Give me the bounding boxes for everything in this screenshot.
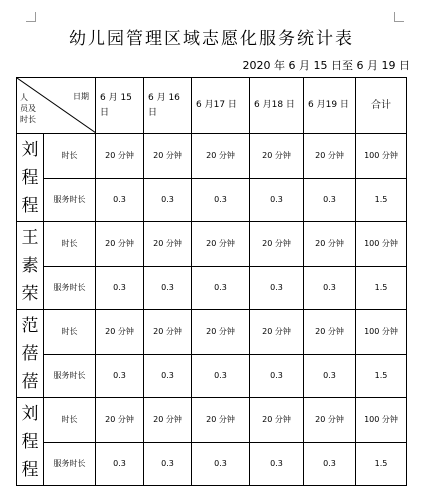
service-label: 服务时长	[44, 443, 96, 486]
service-cell: 0.3	[304, 179, 356, 222]
diag-line-1: 人	[20, 93, 28, 102]
service-cell: 0.3	[192, 443, 250, 486]
person-service-row	[17, 355, 407, 398]
diag-line-2: 员及	[20, 104, 36, 113]
hours-cell: 20 分钟	[192, 310, 250, 355]
service-cell: 0.3	[96, 179, 144, 222]
service-cell: 0.3	[192, 179, 250, 222]
service-cell: 0.3	[250, 355, 304, 398]
person-name-char: 程	[21, 431, 39, 452]
service-total-cell: 1.5	[356, 355, 407, 398]
person-name-char: 素	[21, 255, 39, 276]
hours-cell: 20 分钟	[96, 222, 144, 267]
hours-cell: 20 分钟	[96, 134, 144, 179]
person-name-char: 程	[21, 459, 39, 480]
hours-cell: 20 分钟	[250, 310, 304, 355]
hours-cell: 20 分钟	[144, 222, 192, 267]
header-row	[17, 78, 407, 134]
hours-total-cell: 100 分钟	[356, 398, 407, 443]
service-cell: 0.3	[96, 443, 144, 486]
diagonal-header-personnel	[20, 92, 36, 125]
service-cell: 0.3	[250, 267, 304, 310]
header-date-2: 6 月 16 日	[144, 78, 192, 134]
service-cell: 0.3	[192, 355, 250, 398]
hours-cell: 20 分钟	[192, 398, 250, 443]
diagonal-header-date: 日期	[73, 92, 89, 101]
hours-cell: 20 分钟	[144, 134, 192, 179]
hours-cell: 20 分钟	[304, 222, 356, 267]
hours-cell: 20 分钟	[304, 134, 356, 179]
hours-cell: 20 分钟	[250, 134, 304, 179]
person-service-row	[17, 179, 407, 222]
person-hours-row	[17, 134, 407, 179]
hours-cell: 20 分钟	[250, 398, 304, 443]
person-name	[17, 310, 44, 398]
person-hours-row	[17, 222, 407, 267]
document-title: 幼儿园管理区域志愿化服务统计表	[69, 29, 354, 49]
table-body	[17, 78, 407, 486]
service-total-cell: 1.5	[356, 179, 407, 222]
hours-cell: 20 分钟	[96, 398, 144, 443]
hours-cell: 20 分钟	[192, 134, 250, 179]
hours-cell: 20 分钟	[304, 398, 356, 443]
service-cell: 0.3	[250, 443, 304, 486]
person-service-row	[17, 443, 407, 486]
service-cell: 0.3	[144, 355, 192, 398]
hours-cell: 20 分钟	[250, 222, 304, 267]
diagonal-header-cell	[17, 78, 96, 134]
service-cell: 0.3	[250, 179, 304, 222]
hours-cell: 20 分钟	[96, 310, 144, 355]
header-date-3: 6 月17 日	[192, 78, 250, 134]
person-name-char: 范	[21, 315, 39, 336]
diag-line-3: 时长	[20, 115, 36, 124]
person-name-char: 荣	[21, 283, 39, 304]
header-date-4: 6 月18 日	[250, 78, 304, 134]
hours-cell: 20 分钟	[192, 222, 250, 267]
service-cell: 0.3	[304, 267, 356, 310]
service-cell: 0.3	[304, 443, 356, 486]
person-hours-row	[17, 398, 407, 443]
service-cell: 0.3	[144, 179, 192, 222]
service-cell: 0.3	[304, 355, 356, 398]
header-date-1: 6 月 15 日	[96, 78, 144, 134]
hours-total-cell: 100 分钟	[356, 310, 407, 355]
service-cell: 0.3	[192, 267, 250, 310]
person-name-char: 程	[21, 167, 39, 188]
page-corner-mark-right	[394, 12, 404, 22]
hours-total-cell: 100 分钟	[356, 134, 407, 179]
hours-cell: 20 分钟	[304, 310, 356, 355]
person-hours-row	[17, 310, 407, 355]
person-name-char: 蓓	[21, 371, 39, 392]
service-stats-table	[16, 77, 407, 486]
service-label: 服务时长	[44, 179, 96, 222]
hours-label: 时长	[44, 134, 96, 179]
service-cell: 0.3	[96, 267, 144, 310]
date-range: 2020 年 6 月 15 日至 6 月 19 日	[242, 59, 410, 72]
service-total-cell: 1.5	[356, 267, 407, 310]
service-cell: 0.3	[144, 443, 192, 486]
person-name-char: 王	[21, 227, 39, 248]
service-label: 服务时长	[44, 267, 96, 310]
page-corner-mark-left	[26, 12, 36, 22]
header-date-5: 6 月19 日	[304, 78, 356, 134]
person-name	[17, 134, 44, 222]
person-name	[17, 222, 44, 310]
person-service-row	[17, 267, 407, 310]
hours-cell: 20 分钟	[144, 398, 192, 443]
hours-label: 时长	[44, 398, 96, 443]
service-total-cell: 1.5	[356, 443, 407, 486]
hours-label: 时长	[44, 310, 96, 355]
person-name-char: 刘	[21, 403, 39, 424]
service-label: 服务时长	[44, 355, 96, 398]
person-name-char: 程	[21, 195, 39, 216]
header-total: 合计	[356, 78, 407, 134]
person-name-char: 蓓	[21, 343, 39, 364]
person-name	[17, 398, 44, 486]
hours-label: 时长	[44, 222, 96, 267]
person-name-char: 刘	[21, 139, 39, 160]
hours-cell: 20 分钟	[144, 310, 192, 355]
service-cell: 0.3	[96, 355, 144, 398]
hours-total-cell: 100 分钟	[356, 222, 407, 267]
service-cell: 0.3	[144, 267, 192, 310]
